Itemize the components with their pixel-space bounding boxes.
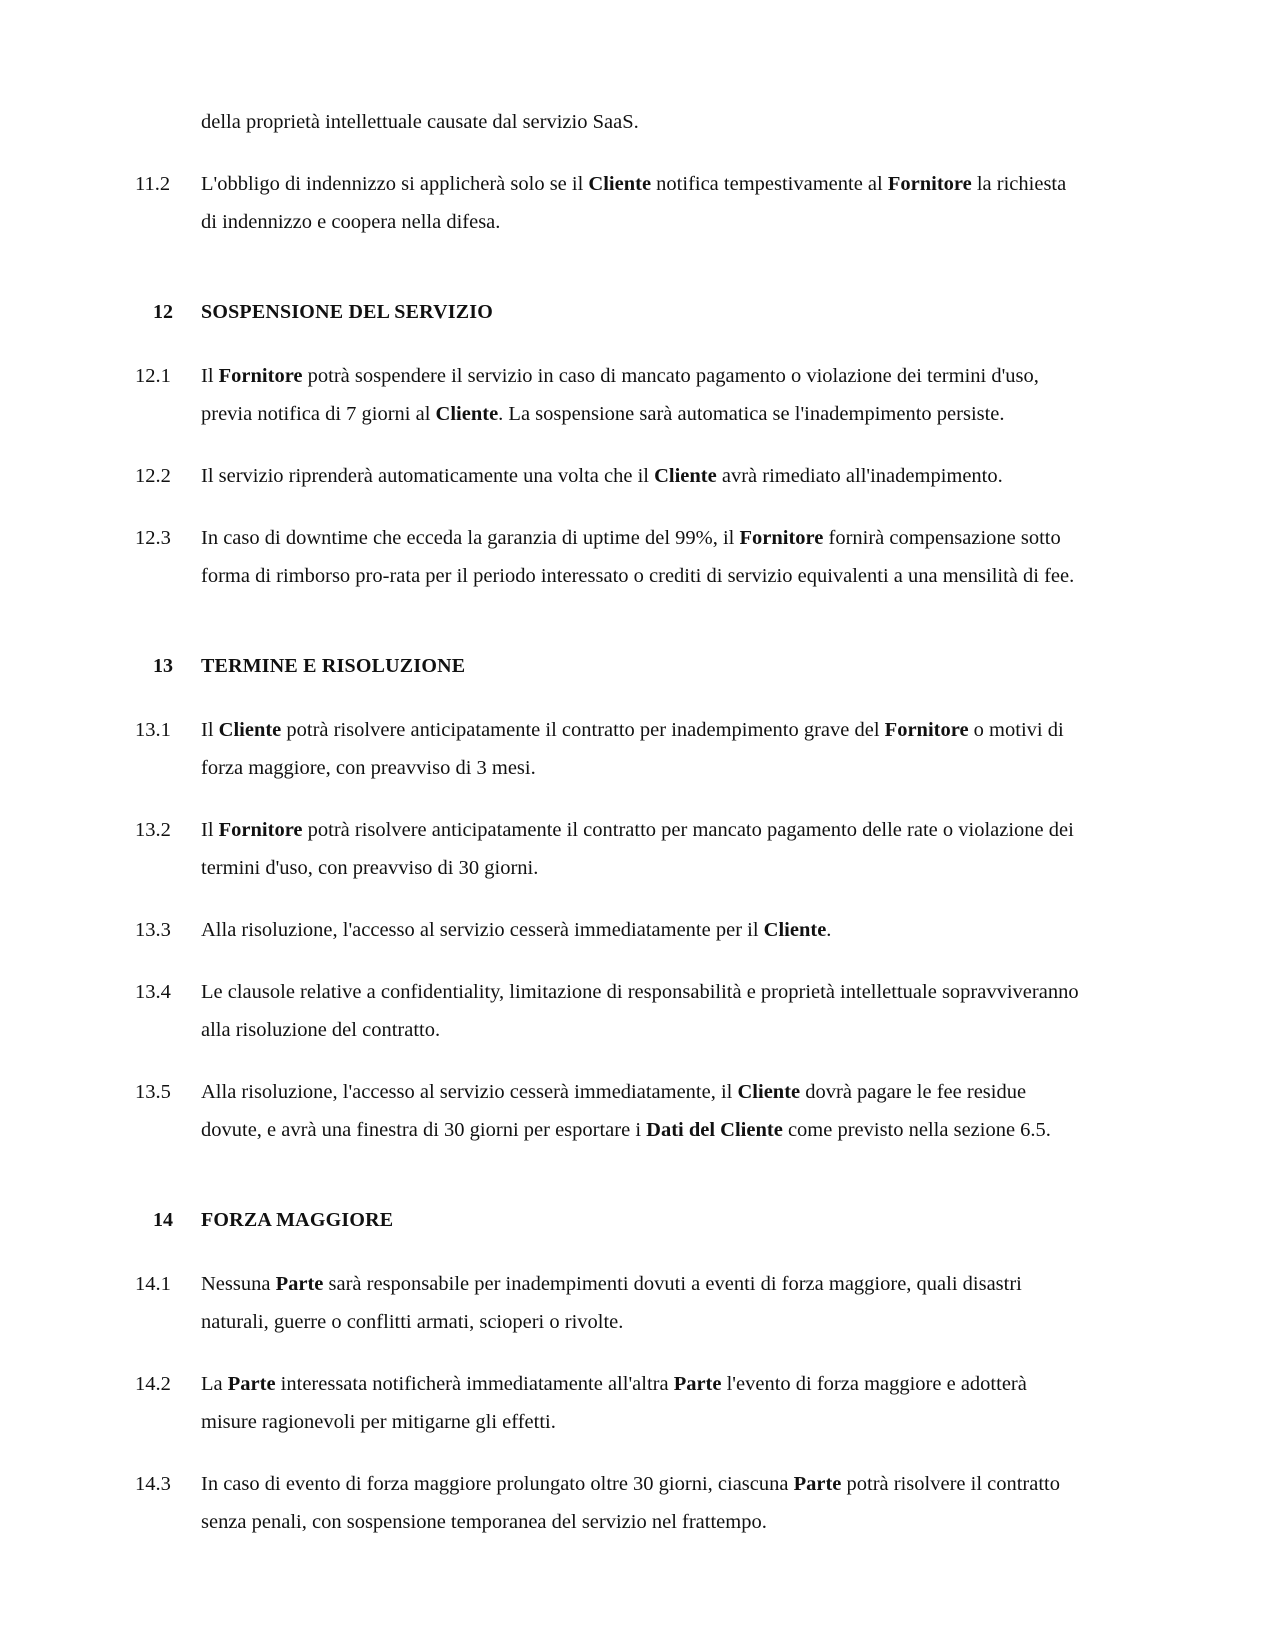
clause-text: La Parte interessata notificherà immediatamente all'altra Parte l'evento di forza maggiore e adotterà misure ragionevoli per mitigarne gli effetti. <box>201 1373 1027 1433</box>
clause-text: In caso di evento di forza maggiore prolungato oltre 30 giorni, ciascuna Parte potrà risolvere il contratto senza penali, con sospensione temporanea del servizio nel frattempo. <box>201 1473 1060 1533</box>
document-body <box>135 103 1085 1565</box>
clause-text: Il Cliente potrà risolvere anticipatamente il contratto per inadempimento grave del Fornitore o motivi di forza maggiore, con preavviso di 3 mesi. <box>201 719 1064 779</box>
section-title: SOSPENSIONE DEL SERVIZIO <box>201 301 493 323</box>
clause-number: 13.4 <box>135 981 171 1003</box>
section-number: 13 <box>153 655 173 677</box>
clause-list <box>135 165 1085 1541</box>
continued-paragraph <box>135 103 1085 141</box>
clause-item <box>135 165 1085 241</box>
clause-text: Nessuna Parte sarà responsabile per inadempimenti dovuti a eventi di forza maggiore, quali disastri naturali, guerre o conflitti armati, scioperi o rivolte. <box>201 1273 1022 1333</box>
section-heading <box>135 651 1085 681</box>
clause-number: 12.2 <box>135 465 171 487</box>
section-title: TERMINE E RISOLUZIONE <box>201 655 466 677</box>
continued-paragraph-text: della proprietà intellettuale causate dal servizio SaaS. <box>201 111 639 133</box>
clause-number: 14.1 <box>135 1273 171 1295</box>
clause-number: 13.1 <box>135 719 171 741</box>
clause-number: 11.2 <box>135 173 171 195</box>
clause-text: Il servizio riprenderà automaticamente una volta che il Cliente avrà rimediato all'inadempimento. <box>201 465 1003 487</box>
continued-paragraph-gutter <box>135 103 201 141</box>
clause-item <box>135 1365 1085 1441</box>
clause-item <box>135 973 1085 1049</box>
clause-number: 12.1 <box>135 365 171 387</box>
clause-text: Le clausole relative a confidentiality, limitazione di responsabilità e proprietà intellettuale sopravviveranno alla risoluzione del contratto. <box>201 981 1079 1041</box>
clause-item <box>135 1265 1085 1341</box>
clause-item <box>135 811 1085 887</box>
clause-item <box>135 1465 1085 1541</box>
clause-item <box>135 457 1085 495</box>
clause-text: L'obbligo di indennizzo si applicherà solo se il Cliente notifica tempestivamente al Fornitore la richiesta di indennizzo e coopera nella difesa. <box>201 173 1067 233</box>
clause-text: Il Fornitore potrà sospendere il servizio in caso di mancato pagamento o violazione dei termini d'uso, previa notifica di 7 giorni al Cliente. La sospensione sarà automatica se l'inadempimento persiste. <box>201 365 1039 425</box>
clause-item <box>135 911 1085 949</box>
clause-number: 14.2 <box>135 1373 171 1395</box>
clause-text: Alla risoluzione, l'accesso al servizio cesserà immediatamente, il Cliente dovrà pagare le fee residue dovute, e avrà una finestra di 30 giorni per esportare i Dati del Cliente come previsto nella sezione 6.5. <box>201 1081 1051 1141</box>
clause-number: 12.3 <box>135 527 171 549</box>
section-heading <box>135 1205 1085 1235</box>
section-number: 12 <box>153 301 173 323</box>
clause-item <box>135 519 1085 595</box>
clause-number: 13.2 <box>135 819 171 841</box>
clause-text: Il Fornitore potrà risolvere anticipatamente il contratto per mancato pagamento delle rate o violazione dei termini d'uso, con preavviso di 30 giorni. <box>201 819 1074 879</box>
clause-item <box>135 1073 1085 1149</box>
clause-text: In caso di downtime che ecceda la garanzia di uptime del 99%, il Fornitore fornirà compensazione sotto forma di rimborso pro-rata per il periodo interessato o crediti di servizio equivalenti a una mensilità di fee. <box>201 527 1075 587</box>
section-title: FORZA MAGGIORE <box>201 1209 394 1231</box>
section-number: 14 <box>153 1209 173 1231</box>
clause-item <box>135 711 1085 787</box>
section-heading <box>135 297 1085 327</box>
clause-text: Alla risoluzione, l'accesso al servizio cesserà immediatamente per il Cliente. <box>201 919 832 941</box>
clause-number: 13.5 <box>135 1081 171 1103</box>
clause-number: 14.3 <box>135 1473 171 1495</box>
clause-item <box>135 357 1085 433</box>
clause-number: 13.3 <box>135 919 171 941</box>
